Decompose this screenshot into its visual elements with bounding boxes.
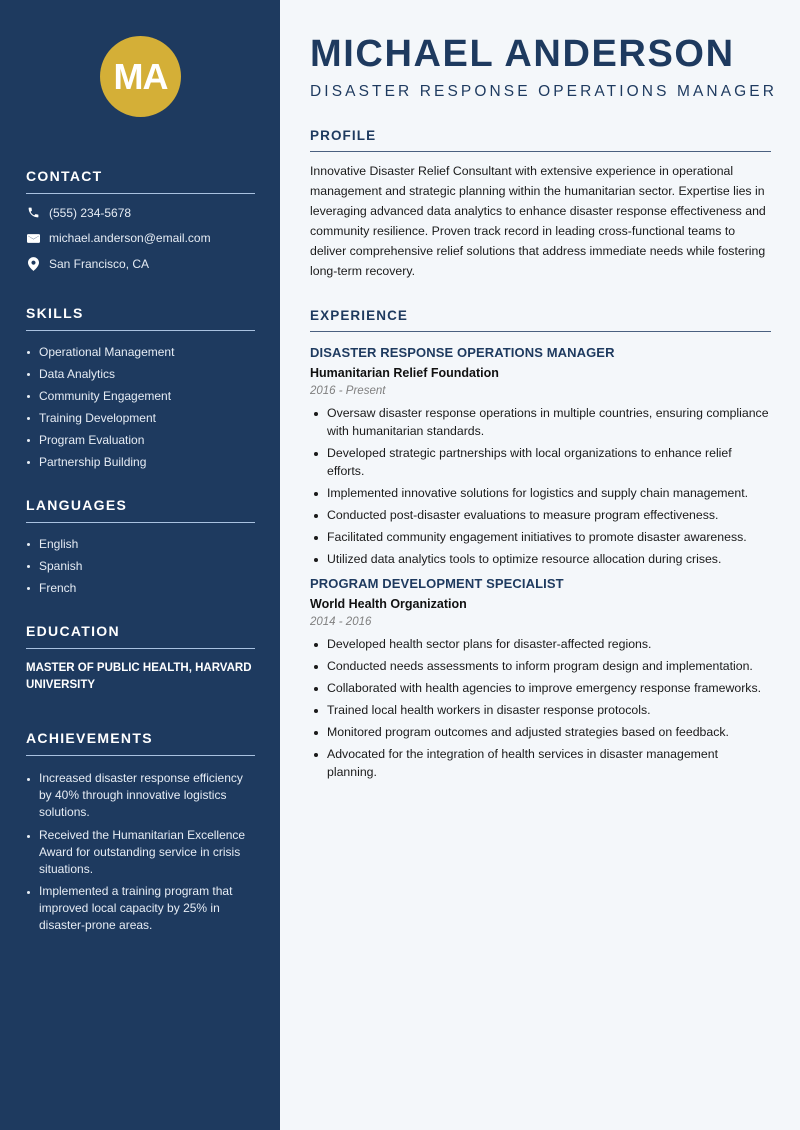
contact-email-text: michael.anderson@email.com <box>49 231 211 246</box>
candidate-name: MICHAEL ANDERSON <box>310 33 735 75</box>
job-company: World Health Organization <box>310 597 467 611</box>
profile-text: Innovative Disaster Relief Consultant with extensive experience in operational management and strategic planning within the humanitarian sector. Expertise lies in leveraging advanced data analytics to enhance disaster response effectiveness and community resilience. Proven track record in leading cross-functional teams to deliver comprehensive relief solutions that address immediate needs while fostering long-term recovery. <box>310 164 766 278</box>
job-bullet: Oversaw disaster response operations in multiple countries, ensuring compliance with humanitarian standards. <box>310 404 771 440</box>
candidate-role: DISASTER RESPONSE OPERATIONS MANAGER <box>310 83 778 100</box>
education-title: EDUCATION <box>26 623 255 649</box>
contact-phone <box>26 200 255 226</box>
job-company: Humanitarian Relief Foundation <box>310 366 499 380</box>
job-bullet: Developed strategic partnerships with local organizations to enhance relief efforts. <box>310 444 771 480</box>
skill-item: Operational Management <box>26 341 255 363</box>
contact-phone-text: (555) 234-5678 <box>49 205 132 220</box>
education-degree: MASTER OF PUBLIC HEALTH, HARVARD UNIVERSITY <box>26 662 252 691</box>
skills-section <box>26 305 255 473</box>
contact-section <box>26 168 255 277</box>
achievements-section <box>26 730 255 940</box>
job-bullet: Conducted post-disaster evaluations to measure program effectiveness. <box>310 506 771 524</box>
contact-location <box>26 251 255 277</box>
achievement-item: Implemented a training program that improved local capacity by 25% in disaster-prone areas. <box>26 883 255 934</box>
skills-list <box>26 341 255 473</box>
job-bullet: Developed health sector plans for disaster-affected regions. <box>310 635 771 653</box>
profile-section <box>310 128 771 281</box>
phone-icon <box>26 206 40 220</box>
achievement-item: Received the Humanitarian Excellence Award for outstanding service in crisis situations. <box>26 827 255 878</box>
achievements-title: ACHIEVEMENTS <box>26 730 255 756</box>
job-bullet: Advocated for the integration of health services in disaster management planning. <box>310 745 771 781</box>
location-pin-icon <box>26 257 40 271</box>
experience-title: EXPERIENCE <box>310 308 771 332</box>
contact-location-text: San Francisco, CA <box>49 256 150 271</box>
job-bullet: Utilized data analytics tools to optimize resource allocation during crises. <box>310 550 771 568</box>
job-bullets <box>310 404 771 568</box>
education-section <box>26 623 255 694</box>
experience-section <box>310 308 771 785</box>
avatar <box>100 36 181 117</box>
languages-title: LANGUAGES <box>26 497 255 523</box>
languages-list <box>26 533 255 599</box>
job-bullet: Trained local health workers in disaster response protocols. <box>310 701 771 719</box>
job-bullet: Collaborated with health agencies to improve emergency response frameworks. <box>310 679 771 697</box>
skill-item: Training Development <box>26 407 255 429</box>
profile-title: PROFILE <box>310 128 771 152</box>
job-title: PROGRAM DEVELOPMENT SPECIALIST <box>310 576 564 591</box>
language-item: Spanish <box>26 555 255 577</box>
skill-item: Partnership Building <box>26 451 255 473</box>
skill-item: Data Analytics <box>26 363 255 385</box>
job-bullet: Facilitated community engagement initiatives to promote disaster awareness. <box>310 528 771 546</box>
job-bullet: Conducted needs assessments to inform program design and implementation. <box>310 657 771 675</box>
job-entry <box>310 345 771 568</box>
job-entry <box>310 576 771 781</box>
contact-email <box>26 226 255 252</box>
job-bullet: Monitored program outcomes and adjusted strategies based on feedback. <box>310 723 771 741</box>
skill-item: Program Evaluation <box>26 429 255 451</box>
language-item: English <box>26 533 255 555</box>
language-item: French <box>26 577 255 599</box>
skill-item: Community Engagement <box>26 385 255 407</box>
job-title: DISASTER RESPONSE OPERATIONS MANAGER <box>310 345 615 360</box>
job-dates: 2014 - 2016 <box>310 616 372 628</box>
sidebar <box>0 0 280 1130</box>
contact-title: CONTACT <box>26 168 255 194</box>
skills-title: SKILLS <box>26 305 255 331</box>
job-dates: 2016 - Present <box>310 385 386 397</box>
avatar-initials: MA <box>113 55 168 97</box>
job-bullet: Implemented innovative solutions for logistics and supply chain management. <box>310 484 771 502</box>
languages-section <box>26 497 255 599</box>
email-icon <box>26 231 40 245</box>
achievement-item: Increased disaster response efficiency by 40% through innovative logistics solutions. <box>26 770 255 821</box>
achievements-list <box>26 770 255 934</box>
job-bullets <box>310 635 771 781</box>
